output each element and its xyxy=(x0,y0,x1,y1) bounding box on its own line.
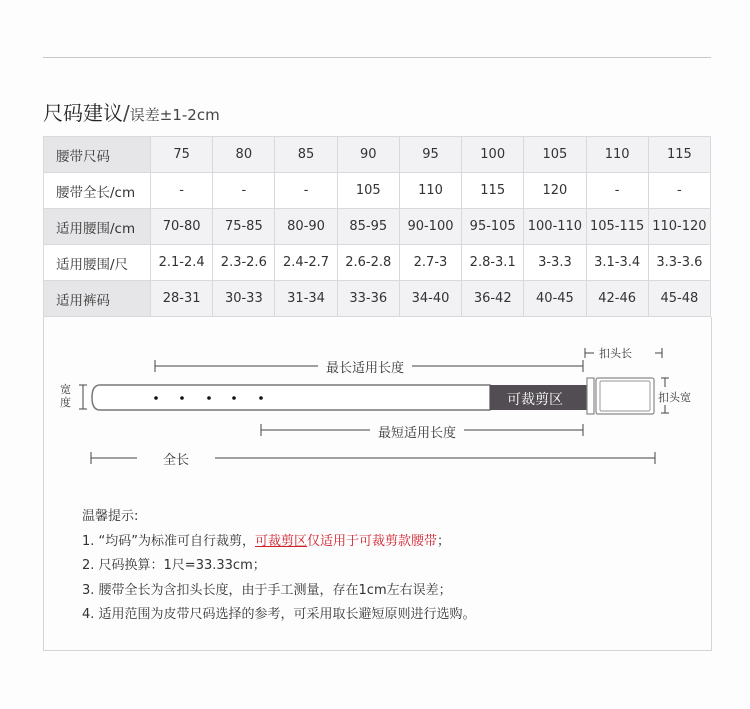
tip-1-highlight: 仅适用于可裁剪款腰带 xyxy=(307,533,438,549)
buckle xyxy=(587,378,654,414)
title-separator: / xyxy=(123,101,130,125)
row-header: 腰带尺码 xyxy=(44,137,151,173)
tip-1-text: 1. “均码”为标准可自行裁剪， xyxy=(82,533,256,549)
table-cell: 45-48 xyxy=(648,281,710,317)
table-cell: 115 xyxy=(462,173,524,209)
table-cell: 95 xyxy=(399,137,461,173)
table-cell: 80-90 xyxy=(275,209,337,245)
table-cell: 110 xyxy=(586,137,648,173)
tip-item-2: 2. 尺码换算：1尺=33.33cm； xyxy=(82,558,266,573)
tip-item-1 xyxy=(82,530,476,555)
tip-1-suffix: ； xyxy=(437,533,451,549)
row-header: 适用腰围/尺 xyxy=(44,245,151,281)
table-cell: 2.7-3 xyxy=(399,245,461,281)
buckle-width-label: 扣头宽 xyxy=(658,391,691,404)
tips-heading: 温馨提示: xyxy=(82,509,139,524)
width-label-top: 宽 xyxy=(60,383,71,396)
table-cell: 115 xyxy=(648,137,710,173)
table-cell: - xyxy=(213,173,275,209)
max-length-label: 最长适用长度 xyxy=(318,357,412,376)
table-cell: 3.1-3.4 xyxy=(586,245,648,281)
total-length-label: 全长 xyxy=(137,449,215,468)
table-cell: - xyxy=(648,173,710,209)
table-cell: 80 xyxy=(213,137,275,173)
row-header: 适用腰围/cm xyxy=(44,209,151,245)
belt-strap xyxy=(92,385,490,410)
buckle-length-label: 扣头长 xyxy=(599,347,632,360)
table-cell: 2.1-2.4 xyxy=(151,245,213,281)
tips-section xyxy=(82,505,476,628)
table-cell: 2.3-2.6 xyxy=(213,245,275,281)
table-cell: 120 xyxy=(524,173,586,209)
table-cell: 105-115 xyxy=(586,209,648,245)
width-label-bottom: 度 xyxy=(60,396,71,409)
table-cell: 3.3-3.6 xyxy=(648,245,710,281)
table-cell: 110 xyxy=(399,173,461,209)
table-cell: - xyxy=(275,173,337,209)
row-header: 适用裤码 xyxy=(44,281,151,317)
width-dimension xyxy=(79,385,87,409)
cut-zone-label: 可裁剪区 xyxy=(507,392,563,408)
table-cell: 34-40 xyxy=(399,281,461,317)
table-cell: 2.8-3.1 xyxy=(462,245,524,281)
row-header: 腰带全长/cm xyxy=(44,173,151,209)
table-cell: 30-33 xyxy=(213,281,275,317)
table-cell: 95-105 xyxy=(462,209,524,245)
table-cell: 75-85 xyxy=(213,209,275,245)
table-cell: 85-95 xyxy=(337,209,399,245)
title-main: 尺码建议 xyxy=(43,101,123,125)
table-cell: 42-46 xyxy=(586,281,648,317)
table-cell: 2.6-2.8 xyxy=(337,245,399,281)
tip-item-4: 4. 适用范围为皮带尺码选择的参考，可采用取长避短原则进行选购。 xyxy=(82,607,476,622)
table-cell: 105 xyxy=(337,173,399,209)
table-cell: 33-36 xyxy=(337,281,399,317)
table-cell: 31-34 xyxy=(275,281,337,317)
table-cell: 70-80 xyxy=(151,209,213,245)
table-cell: 28-31 xyxy=(151,281,213,317)
table-cell: 100-110 xyxy=(524,209,586,245)
table-cell: 40-45 xyxy=(524,281,586,317)
table-cell: 90-100 xyxy=(399,209,461,245)
table-cell: 110-120 xyxy=(648,209,710,245)
table-cell: 3-3.3 xyxy=(524,245,586,281)
table-cell: 2.4-2.7 xyxy=(275,245,337,281)
min-length-label: 最短适用长度 xyxy=(370,422,464,441)
table-cell: 85 xyxy=(275,137,337,173)
table-cell: 36-42 xyxy=(462,281,524,317)
table-cell: - xyxy=(151,173,213,209)
table-cell: - xyxy=(586,173,648,209)
table-cell: 100 xyxy=(462,137,524,173)
table-cell: 75 xyxy=(151,137,213,173)
table-cell: 90 xyxy=(337,137,399,173)
tip-1-cut-zone-highlight: 可裁剪区 xyxy=(255,533,308,549)
tip-item-3: 3. 腰带全长为含扣头长度，由于手工测量，存在1cm左右误差； xyxy=(82,582,452,598)
title-tolerance: 误差±1-2cm xyxy=(129,106,220,124)
table-cell: 105 xyxy=(524,137,586,173)
